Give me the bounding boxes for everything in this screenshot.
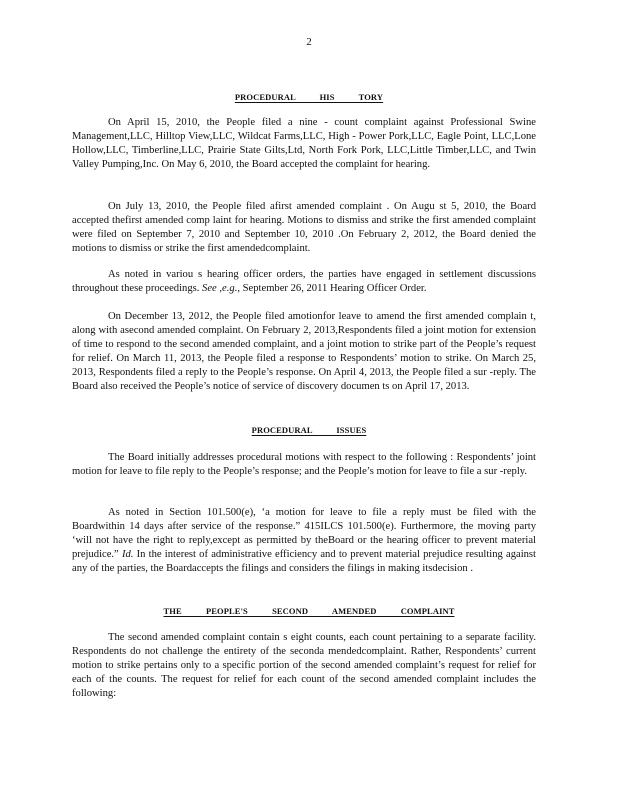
citation-id: Id.	[121, 549, 134, 560]
paragraph-procedural-motions	[72, 451, 536, 479]
paragraph-text: , September 26, 2011 Hearing Officer Order.	[237, 283, 427, 294]
paragraph-eight-counts	[72, 631, 536, 701]
paragraph-first-amended-complaint	[72, 200, 536, 256]
heading-second-amended-complaint-text: THE PEOPLE'S SECOND AMENDED COMPLAINT	[163, 606, 455, 616]
paragraph-complaint-filed	[72, 116, 536, 172]
page-number: 2	[306, 36, 312, 48]
paragraph-settlement-discussions	[72, 268, 536, 296]
paragraph-second-amended-complaint-motions	[72, 310, 536, 394]
paragraph-text: In the interest of administrative efficiency and to prevent material prejudice resulting against any of the parties, the Boardaccepts the filings and considers the filings in making itsdecision .	[72, 549, 536, 574]
heading-procedural-history-text: PROCEDURAL HIS TORY	[234, 92, 384, 102]
paragraph-text: On April 15, 2010, the People filed a nine - count complaint against Professional Swine Management,LLC, Hilltop View,LLC, Wildcat Farms,LLC, High - Power Pork,LLC, Eagle Point, LLC,Lone Hollow,LLC, Timberline,LLC, Prairie State Gilts,Ltd, North Fork Pork, LLC,Little Timber,LLC, and Twin Valley Pumping,Inc. On May 6, 2010, the Board accepted the complaint for hearing.	[72, 117, 536, 170]
paragraph-text: On July 13, 2010, the People filed afirst amended complaint . On Augu st 5, 2010, the Board accepted thefirst amended comp laint for hearing. Motions to dismiss and strike the first amended complaint were filed on September 7, 2010 and September 10, 2010 .On February 2, 2012, the Board denied the motions to dismiss or strike the first amendedcomplaint.	[72, 201, 536, 254]
paragraph-text: On December 13, 2012, the People filed amotionfor leave to amend the first amended complain t, along with asecond amended complaint. On February 2, 2013,Respondents filed a joint motion for extension of time to respond to the second amended complaint, and a joint motion to strike part of the People’s request for relief. On March 11, 2013, the People filed a response to Respondents’ motion to strike. On March 25, 2013, Respondents filed a reply to the People’s response. On April 4, 2013, the People filed a sur -reply. The Board also received the People’s notice of service of discovery documen ts on April 17, 2013.	[72, 311, 536, 392]
heading-procedural-history	[0, 92, 618, 102]
heading-second-amended-complaint	[0, 606, 618, 616]
paragraph-section-101-500	[72, 506, 536, 576]
citation-see: See	[202, 283, 217, 294]
paragraph-text: The second amended complaint contain s eight counts, each count pertaining to a separate facility. Respondents do not challenge the entirety of the seconda mendedcomplaint. Rather, Respondents’ current motion to strike pertains only to a specific portion of the second amended complaint’s request for relief for each of the counts. The request for relief for each count of the second amended complaint includes the following:	[72, 632, 536, 699]
heading-procedural-issues-text: PROCEDURAL ISSUES	[251, 425, 367, 435]
paragraph-text: As noted in Section 101.500(e), ‘a motion for leave to file a reply must be filed with the Boardwithin 14 days after service of the response.” 415ILCS 101.500(e). Furthermore, the moving party ‘will not have the right to reply,except as permitted by theBoard or the hearing officer to prevent material prejudice.”	[72, 507, 536, 560]
heading-procedural-issues	[0, 425, 618, 435]
citation-eg: ,e.g.	[219, 283, 238, 294]
paragraph-text: As noted in variou s hearing officer orders, the parties have engaged in settlement discussions throughout these proceedings.	[72, 269, 536, 294]
paragraph-text: The Board initially addresses procedural motions with respect to the following : Respondents’ joint motion for leave to file reply to the People’s response; and the People’s motion for leave to file a sur -reply.	[72, 452, 536, 477]
